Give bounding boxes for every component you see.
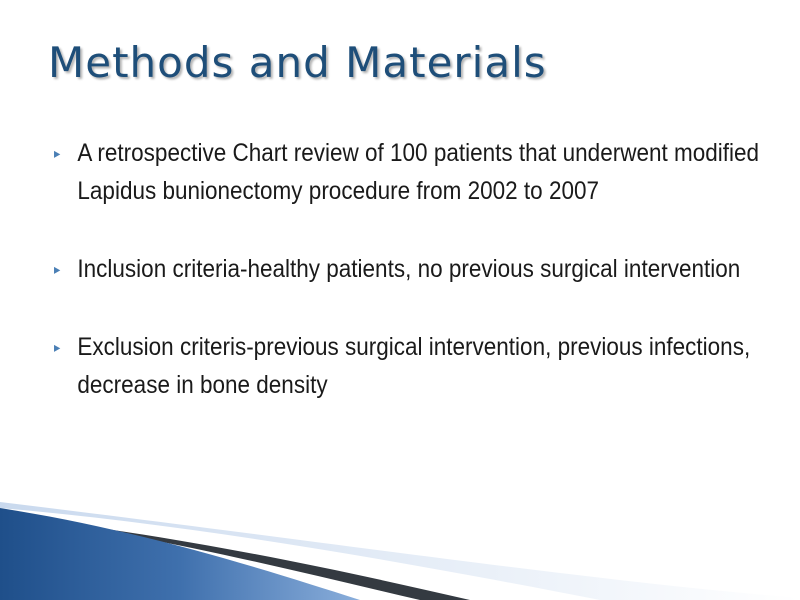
- bullet-text: A retrospective Chart review of 100 patients that underwent modified Lapidus bunionectomy procedure from 2002 to 2007: [77, 139, 760, 205]
- bullet-item: [54, 250, 788, 288]
- bullet-list: [54, 134, 774, 444]
- bullet-arrow-icon: ▸: [54, 339, 61, 355]
- swoosh-blue-band: [0, 508, 360, 600]
- bullet-text: Exclusion criteris-previous surgical intervention, previous infections, decrease in bone density: [77, 333, 751, 399]
- bullet-item: [54, 328, 788, 404]
- bullet-arrow-icon: ▸: [54, 145, 61, 161]
- slide-title: Methods and Materials: [48, 38, 547, 87]
- blue-swoosh-decoration: [0, 480, 800, 600]
- bullet-item: [54, 134, 788, 210]
- bullet-arrow-icon: ▸: [54, 261, 61, 277]
- bullet-text: Inclusion criteria-healthy patients, no previous surgical intervention: [77, 255, 741, 283]
